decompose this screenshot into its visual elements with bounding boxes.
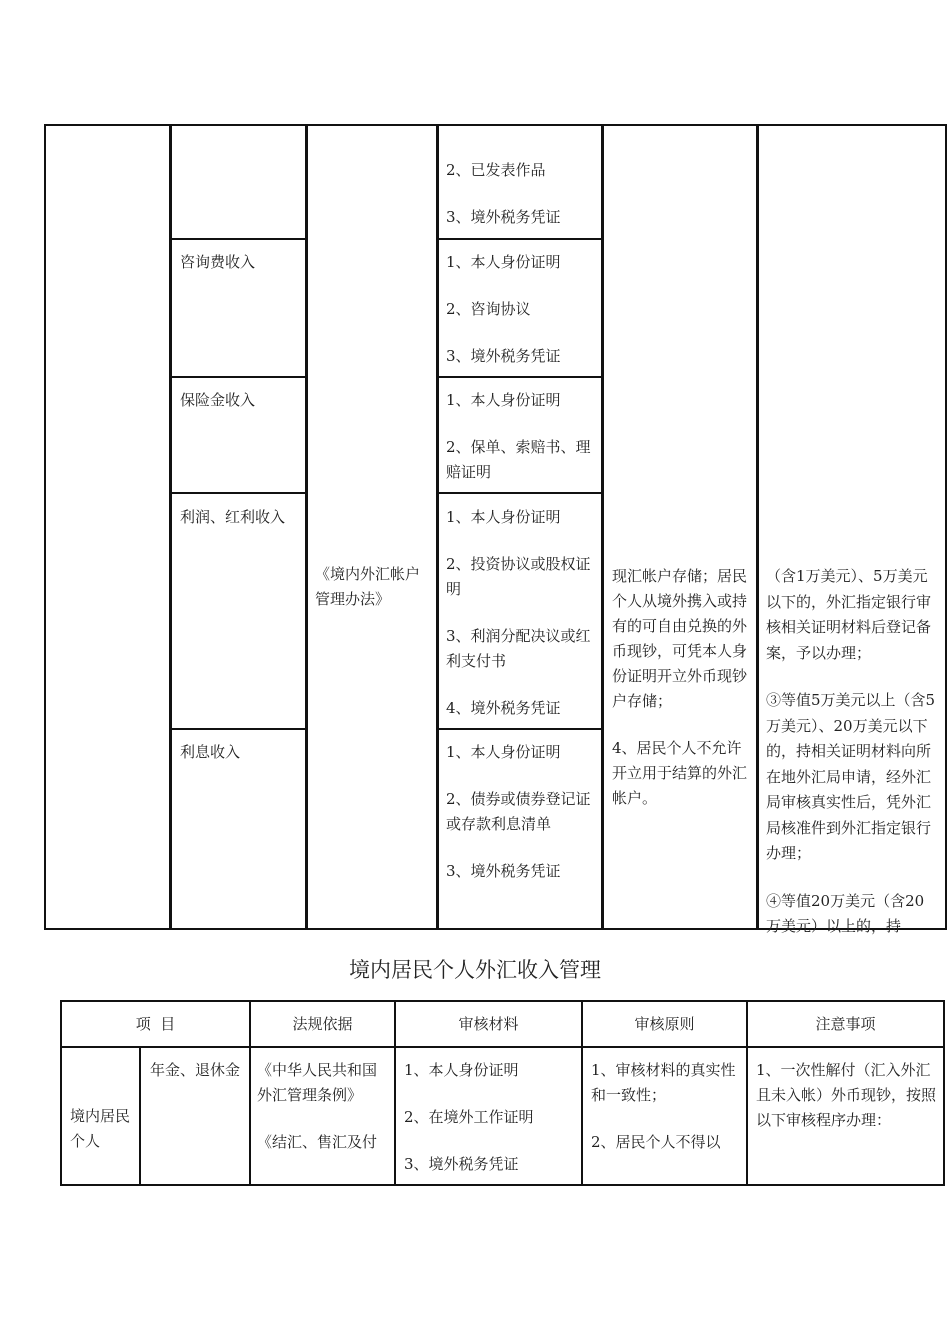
col-border bbox=[139, 1046, 141, 1186]
col-border bbox=[601, 124, 604, 930]
row-border bbox=[171, 238, 307, 240]
col-border bbox=[943, 1000, 945, 1186]
materials-cell bbox=[446, 505, 594, 721]
row-border bbox=[171, 728, 307, 730]
materials-cell bbox=[446, 158, 594, 230]
col-border bbox=[305, 124, 308, 930]
note-line: 1、一次性解付（汇入外汇且未入帐）外币现钞，按照以下审核程序办理： bbox=[756, 1061, 937, 1129]
row-border bbox=[60, 1046, 945, 1048]
item-cell: 利息收入 bbox=[180, 743, 241, 761]
row-border bbox=[438, 376, 603, 378]
materials-cell bbox=[446, 740, 594, 884]
basis-line: 《结汇、售汇及付 bbox=[257, 1133, 378, 1151]
row-border bbox=[171, 376, 307, 378]
header-notes: 注意事项 bbox=[815, 1015, 876, 1033]
row-border bbox=[60, 1000, 945, 1002]
header-item: 项 目 bbox=[135, 1015, 176, 1033]
col-border bbox=[945, 124, 947, 930]
note-line: ③等值5万美元以上（含5万美元）、20万美元以下的，持相关证明材料向所在地外汇局申请，经外汇局审核真实性后，凭外汇局核准件到外汇指定银行办理； bbox=[766, 691, 936, 862]
row-border bbox=[60, 1184, 945, 1186]
note-line: ④等值20万美元（含20万美元）以上的，持 bbox=[766, 891, 925, 935]
principle-line: 2、居民个人不得以 bbox=[591, 1133, 721, 1151]
material-line: 2、已发表作品 bbox=[446, 161, 546, 179]
materials-cell bbox=[404, 1058, 576, 1177]
principle-line: 现汇帐户存储；居民个人从境外携入或持有的可自由兑换的外币现钞，可凭本人身份证明开立外币现钞户存储； bbox=[612, 567, 748, 710]
principles-cell bbox=[612, 564, 750, 811]
principles-cell bbox=[591, 1058, 741, 1155]
material-line: 1、本人身份证明 bbox=[446, 253, 561, 271]
category-cell: 境内居民个人 bbox=[70, 1107, 131, 1150]
materials-cell bbox=[446, 250, 594, 369]
material-line: 2、保单、索赔书、理赔证明 bbox=[446, 438, 591, 481]
material-line: 3、境外税务凭证 bbox=[404, 1155, 519, 1173]
row-border bbox=[438, 238, 603, 240]
section-title: 境内居民个人外汇收入管理 bbox=[349, 958, 601, 982]
basis-line: 《中华人民共和国外汇管理条例》 bbox=[257, 1061, 378, 1104]
principle-line: 1、审核材料的真实性和一致性； bbox=[591, 1061, 736, 1104]
material-line: 1、本人身份证明 bbox=[404, 1061, 519, 1079]
item-cell: 利润、红利收入 bbox=[180, 508, 286, 526]
material-line: 2、咨询协议 bbox=[446, 300, 531, 318]
notes-cell bbox=[766, 564, 938, 940]
header-principles: 审核原则 bbox=[634, 1015, 695, 1033]
item-cell: 年金、退休金 bbox=[150, 1061, 241, 1079]
materials-cell bbox=[446, 388, 594, 485]
material-line: 3、境外税务凭证 bbox=[446, 208, 561, 226]
material-line: 2、债券或债券登记证或存款利息清单 bbox=[446, 790, 591, 833]
row-border bbox=[438, 728, 603, 730]
material-line: 1、本人身份证明 bbox=[446, 508, 561, 526]
col-border bbox=[44, 124, 46, 930]
material-line: 3、利润分配决议或红利支付书 bbox=[446, 627, 591, 670]
basis-cell: 《境内外汇帐户管理办法》 bbox=[315, 565, 421, 608]
material-line: 2、投资协议或股权证明 bbox=[446, 555, 591, 598]
header-basis: 法规依据 bbox=[292, 1015, 353, 1033]
row-border bbox=[171, 492, 307, 494]
col-border bbox=[756, 124, 759, 930]
header-materials: 审核材料 bbox=[458, 1015, 519, 1033]
material-line: 3、境外税务凭证 bbox=[446, 862, 561, 880]
row-border bbox=[438, 492, 603, 494]
material-line: 4、境外税务凭证 bbox=[446, 699, 561, 717]
item-cell: 保险金收入 bbox=[180, 391, 256, 409]
notes-cell bbox=[756, 1058, 936, 1133]
col-border bbox=[169, 124, 172, 930]
top-table-top-border bbox=[44, 124, 947, 126]
material-line: 1、本人身份证明 bbox=[446, 743, 561, 761]
col-border bbox=[436, 124, 439, 930]
material-line: 1、本人身份证明 bbox=[446, 391, 561, 409]
principle-line: 4、居民个人不允许开立用于结算的外汇帐户。 bbox=[612, 739, 748, 807]
item-cell: 咨询费收入 bbox=[180, 253, 256, 271]
note-line: （含1万美元）、5万美元以下的，外汇指定银行审核相关证明材料后登记备案，予以办理； bbox=[766, 567, 932, 662]
material-line: 2、在境外工作证明 bbox=[404, 1108, 534, 1126]
material-line: 3、境外税务凭证 bbox=[446, 347, 561, 365]
basis-cell bbox=[257, 1058, 391, 1155]
